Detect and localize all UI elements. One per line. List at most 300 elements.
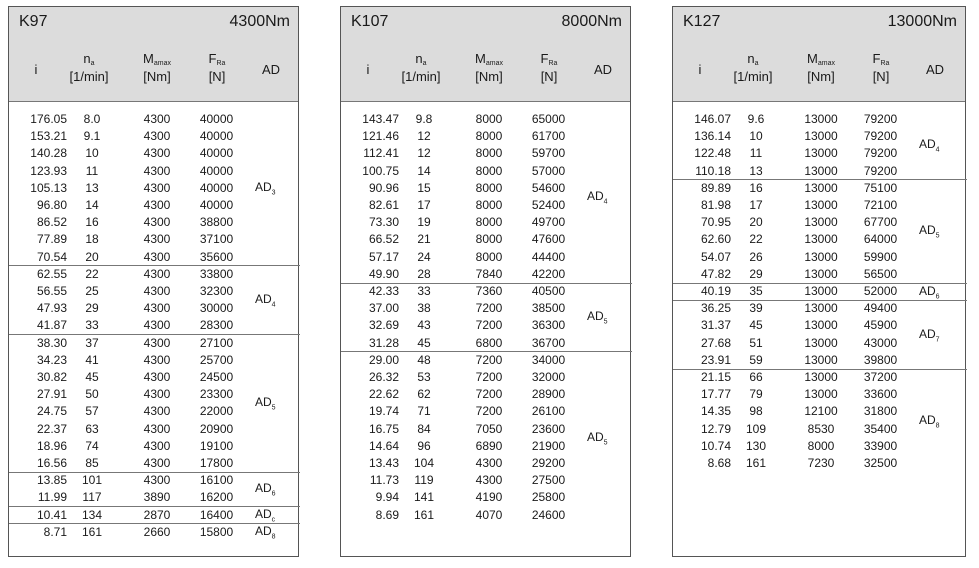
output-speed: 11 (749, 146, 763, 161)
adapter-label-base: AD (255, 292, 272, 307)
radial-force: 26100 (531, 404, 566, 419)
max-torque: 8000 (475, 215, 503, 230)
radial-force: 79200 (863, 163, 898, 178)
max-torque: 7200 (475, 301, 503, 316)
table-row (9, 231, 300, 248)
gear-ratio: 8.68 (707, 456, 731, 470)
header-speed-symbol-sub: a (422, 60, 427, 67)
radial-force: 16400 (199, 507, 234, 522)
output-speed: 45 (85, 370, 99, 384)
max-torque: 4300 (143, 318, 171, 333)
output-speed: 9.1 (83, 129, 101, 144)
max-torque: 7200 (475, 370, 503, 384)
max-torque: 7200 (475, 387, 503, 402)
adapter-label (919, 413, 940, 433)
max-torque: 4300 (143, 301, 171, 316)
max-torque: 4300 (143, 404, 171, 419)
max-torque: 13000 (804, 129, 838, 144)
max-torque: 7230 (807, 456, 835, 470)
table-row (341, 507, 632, 524)
output-speed: 18 (85, 232, 99, 247)
gear-ratio: 100.75 (362, 163, 399, 178)
output-speed: 53 (417, 370, 431, 384)
adapter-label-sub: 5 (603, 439, 608, 447)
adapter-label-base: AD (919, 137, 936, 152)
gear-ratio: 32.69 (368, 318, 399, 333)
table-row (673, 386, 967, 403)
header-torque-unit: [Nm] (143, 69, 171, 84)
gear-ratio: 11.99 (37, 490, 67, 505)
gear-ratio: 66.52 (368, 232, 399, 247)
gear-ratio: 73.30 (368, 215, 399, 230)
gear-ratio: 24.75 (36, 404, 67, 419)
header-speed-symbol-sub: a (90, 60, 95, 67)
max-torque: 4300 (475, 473, 503, 488)
max-torque: 7840 (475, 266, 503, 281)
adapter-label-sub: 8 (271, 533, 276, 541)
radial-force: 57000 (531, 163, 566, 178)
gear-ratio: 47.82 (700, 266, 731, 281)
gear-ratio: 14.64 (368, 438, 399, 453)
table-row (341, 335, 632, 352)
output-speed: 14 (417, 163, 431, 178)
max-torque: 3890 (143, 490, 171, 505)
header-force-symbol-base: F (208, 51, 217, 66)
gear-ratio: 38.30 (36, 335, 67, 350)
output-speed: 15 (417, 180, 431, 195)
header-ad-symbol (241, 62, 301, 77)
table-row (673, 249, 967, 266)
adapter-label-sub: 5 (271, 404, 276, 412)
radial-force: 28300 (199, 318, 234, 333)
table-row (9, 455, 300, 472)
output-speed: 104 (413, 456, 435, 470)
output-speed: 28 (417, 266, 431, 281)
radial-force: 23600 (531, 421, 566, 436)
header-ad-symbol (905, 62, 965, 77)
radial-force: 67700 (863, 215, 898, 230)
table-row (341, 145, 632, 162)
output-speed: 59 (749, 352, 763, 367)
gear-ratio: 22.37 (36, 421, 67, 436)
model-name: K107 (351, 13, 389, 30)
radial-force: 44400 (531, 249, 566, 264)
radial-force: 52400 (531, 198, 566, 212)
max-torque: 8000 (807, 438, 835, 453)
radial-force: 59700 (531, 146, 566, 161)
rated-torque: 4300Nm (229, 13, 290, 30)
header-torque-symbol (127, 51, 187, 69)
radial-force: 32300 (199, 284, 234, 298)
output-speed: 20 (85, 249, 99, 264)
gear-ratio: 13.43 (368, 456, 399, 470)
output-speed: 51 (749, 335, 763, 350)
max-torque: 13000 (804, 284, 838, 298)
output-speed: 19 (417, 215, 431, 230)
output-speed: 21 (417, 232, 431, 247)
header-ad-symbol-base: AD (261, 62, 281, 77)
header-ad-symbol (573, 62, 633, 77)
adapter-label (919, 137, 940, 157)
radial-force: 19100 (199, 438, 234, 453)
radial-force: 16100 (199, 473, 234, 488)
header-ad (573, 62, 633, 77)
radial-force: 43000 (863, 335, 898, 350)
output-speed: 57 (85, 404, 99, 419)
adapter-label-base: AD (255, 507, 272, 522)
output-speed: 48 (417, 352, 431, 367)
output-speed: 29 (85, 301, 99, 316)
output-speed: 11 (85, 163, 99, 178)
header-force (519, 51, 579, 84)
table-row (9, 266, 300, 283)
table-row (9, 335, 300, 352)
max-torque: 6890 (475, 438, 503, 453)
radial-force: 32000 (531, 370, 566, 384)
max-torque: 13000 (804, 180, 838, 195)
radial-force: 33900 (863, 438, 898, 453)
panel-title-bar (9, 7, 298, 37)
output-speed: 98 (749, 404, 763, 419)
gear-ratio: 21.15 (700, 370, 731, 384)
output-speed: 50 (85, 387, 99, 402)
model-name: K97 (19, 13, 48, 30)
output-speed: 79 (749, 387, 763, 402)
table-row (341, 369, 632, 386)
column-header (673, 37, 965, 102)
column-header (341, 37, 630, 102)
output-speed: 117 (82, 490, 102, 505)
header-torque (791, 51, 851, 84)
gear-ratio: 34.23 (36, 352, 67, 367)
gear-ratio: 18.96 (36, 438, 67, 453)
gear-ratio: 37.00 (368, 301, 399, 316)
header-i (670, 62, 730, 77)
gear-ratio: 81.98 (700, 198, 731, 212)
max-torque: 8530 (807, 421, 835, 436)
max-torque: 8000 (475, 232, 503, 247)
radial-force: 23300 (199, 387, 234, 402)
radial-force: 24600 (531, 507, 566, 522)
output-speed: 161 (745, 456, 767, 470)
header-speed (59, 51, 119, 84)
table-row (341, 231, 632, 248)
max-torque: 8000 (475, 129, 503, 144)
table-row (9, 111, 300, 128)
output-speed: 141 (413, 490, 435, 505)
header-i (338, 62, 398, 77)
header-torque-symbol-sub: amax (485, 60, 503, 67)
radial-force: 29200 (531, 456, 566, 470)
table-row (9, 317, 300, 334)
gear-ratio: 123.93 (30, 163, 67, 178)
radial-force: 38800 (199, 215, 234, 230)
radial-force: 72100 (863, 198, 898, 212)
output-speed: 45 (417, 335, 431, 350)
max-torque: 7200 (475, 352, 503, 367)
max-torque: 4300 (143, 112, 171, 126)
max-torque: 4300 (143, 352, 171, 367)
output-speed: 12 (417, 146, 431, 161)
table-row (673, 180, 967, 197)
adapter-label-sub: 5 (935, 232, 940, 240)
gear-ratio: 110.18 (695, 163, 731, 178)
adapter-label-base: AD (587, 309, 604, 324)
header-torque-symbol-base: M (143, 51, 154, 66)
header-force-symbol-base: F (872, 51, 881, 66)
output-speed: 134 (81, 507, 103, 522)
table-row (341, 214, 632, 231)
header-i-symbol (338, 62, 398, 77)
gear-ratio: 90.96 (368, 180, 399, 195)
output-speed: 9.6 (747, 112, 765, 126)
radial-force: 36700 (531, 335, 566, 350)
header-torque-unit: [Nm] (475, 69, 503, 84)
max-torque: 13000 (804, 163, 838, 178)
gear-ratio: 31.37 (700, 318, 731, 333)
gear-ratio: 36.25 (700, 301, 731, 316)
header-speed-symbol (59, 51, 119, 69)
gear-ratio: 41.87 (36, 318, 67, 333)
radial-force: 64000 (863, 232, 898, 247)
header-force-symbol-sub: Ra (880, 60, 890, 67)
output-speed: 12 (417, 129, 431, 144)
max-torque: 2660 (143, 524, 171, 539)
output-speed: 33 (85, 318, 99, 333)
gear-ratio: 27.68 (700, 335, 731, 350)
gear-ratio: 56.55 (36, 284, 67, 298)
table-row (341, 128, 632, 145)
max-torque: 7200 (475, 404, 503, 419)
header-force-symbol (519, 51, 579, 69)
gear-ratio: 62.60 (700, 232, 731, 247)
radial-force: 61700 (531, 129, 566, 144)
column-header (9, 37, 298, 102)
header-ad-symbol-base: AD (925, 62, 945, 77)
header-force (187, 51, 247, 84)
output-speed: 10 (85, 146, 99, 161)
header-force-symbol-sub: Ra (548, 60, 558, 67)
radial-force: 36300 (531, 318, 566, 333)
header-speed-unit: [1/min] (69, 69, 109, 84)
header-force-unit: [N] (208, 69, 226, 84)
max-torque: 4300 (143, 473, 171, 488)
adapter-label-sub: 4 (935, 146, 940, 154)
gear-ratio: 136.14 (694, 129, 731, 144)
radial-force: 37200 (863, 370, 898, 384)
output-speed: 10 (749, 129, 763, 144)
adapter-label-sub: 5 (603, 318, 608, 326)
radial-force: 39800 (863, 352, 898, 367)
max-torque: 8000 (475, 249, 503, 264)
max-torque: 4300 (143, 232, 171, 247)
radial-force: 49700 (531, 215, 566, 230)
max-torque: 13000 (804, 352, 838, 367)
table-row (673, 369, 967, 386)
gear-ratio: 62.55 (36, 266, 67, 281)
radial-force: 17800 (199, 456, 234, 470)
model-name: K127 (683, 13, 721, 30)
output-speed: 119 (414, 473, 434, 488)
radial-force: 79200 (863, 129, 898, 144)
gear-ratio: 86.52 (36, 215, 67, 230)
header-speed-unit: [1/min] (401, 69, 441, 84)
max-torque: 4070 (475, 507, 503, 522)
adapter-label-base: AD (255, 395, 272, 410)
adapter-label-base: AD (255, 180, 272, 195)
header-ad (905, 62, 965, 77)
max-torque: 13000 (804, 146, 838, 161)
table-row (9, 352, 300, 369)
max-torque: 6800 (475, 335, 503, 350)
radial-force: 16200 (199, 490, 234, 505)
table-row (9, 145, 300, 162)
radial-force: 75100 (863, 180, 898, 195)
output-speed: 14 (85, 198, 99, 212)
table-row (9, 438, 300, 455)
radial-force: 35400 (863, 421, 898, 436)
output-speed: 109 (745, 421, 767, 436)
max-torque: 13000 (804, 112, 838, 126)
table-row (341, 455, 632, 472)
radial-force: 32500 (863, 456, 898, 470)
adapter-label-sub: 6 (271, 490, 276, 498)
radial-force: 52000 (863, 284, 898, 298)
output-speed: 63 (85, 421, 99, 436)
max-torque: 7360 (475, 284, 503, 298)
adapter-label-sub: 8 (935, 421, 940, 429)
gear-ratio: 42.33 (368, 284, 399, 298)
gear-ratio: 40.19 (700, 284, 731, 298)
table-k107 (340, 6, 631, 557)
adapter-label-base: AD (919, 283, 936, 298)
adapter-label-base: AD (587, 429, 604, 444)
output-speed: 26 (749, 249, 763, 264)
gear-ratio: 47.93 (36, 301, 67, 316)
max-torque: 4300 (143, 129, 171, 144)
output-speed: 62 (417, 387, 431, 402)
header-ad-symbol-base: AD (593, 62, 613, 77)
header-force-symbol (187, 51, 247, 69)
header-torque-symbol-base: M (475, 51, 486, 66)
header-i-symbol-base: i (698, 62, 702, 77)
adapter-label-base: AD (587, 189, 604, 203)
header-torque-symbol-sub: amax (153, 60, 171, 67)
radial-force: 28900 (531, 387, 566, 402)
output-speed: 22 (749, 232, 763, 247)
radial-force: 35600 (199, 249, 234, 264)
table-row (9, 163, 300, 180)
radial-force: 40000 (199, 146, 234, 161)
header-speed-unit: [1/min] (733, 69, 773, 84)
output-speed: 38 (417, 301, 431, 316)
adapter-label-sub: 4 (603, 198, 608, 206)
radial-force: 25700 (199, 352, 234, 367)
gear-ratio: 153.21 (30, 129, 67, 144)
radial-force: 33800 (199, 266, 234, 281)
header-speed (723, 51, 783, 84)
header-ad (241, 62, 301, 77)
max-torque: 8000 (475, 146, 503, 161)
table-row (9, 128, 300, 145)
gear-ratio: 96.80 (36, 198, 67, 212)
output-speed: 8.0 (83, 112, 101, 126)
radial-force: 47600 (531, 232, 566, 247)
output-speed: 16 (749, 180, 763, 195)
radial-force: 56500 (863, 266, 898, 281)
header-force-unit: [N] (872, 69, 890, 84)
gear-ratio: 49.90 (368, 266, 399, 281)
gear-ratio: 121.46 (362, 129, 399, 144)
radial-force: 79200 (863, 112, 898, 126)
radial-force: 54600 (531, 180, 566, 195)
gear-ratio: 9.94 (375, 490, 399, 505)
header-speed-symbol (723, 51, 783, 69)
radial-force: 40000 (199, 163, 234, 178)
output-speed: 33 (417, 284, 431, 298)
output-speed: 29 (749, 266, 763, 281)
gear-ratio: 122.48 (694, 146, 731, 161)
gear-ratio: 13.85 (36, 473, 67, 488)
gear-ratio: 26.32 (368, 370, 399, 384)
max-torque: 13000 (804, 370, 838, 384)
header-i-symbol-base: i (366, 62, 370, 77)
radial-force: 40000 (199, 180, 234, 195)
radial-force: 27500 (531, 473, 566, 488)
max-torque: 13000 (804, 232, 838, 247)
adapter-label-base: AD (919, 326, 936, 341)
table-row (673, 352, 967, 369)
max-torque: 8000 (475, 163, 503, 178)
gear-ratio: 8.69 (375, 507, 399, 522)
output-speed: 101 (81, 473, 103, 488)
gear-ratio: 29.00 (368, 352, 399, 367)
adapter-label-sub: 4 (271, 301, 276, 309)
gear-ratio: 10.74 (700, 438, 731, 453)
table-row (341, 283, 632, 300)
max-torque: 13000 (804, 266, 838, 281)
header-speed (391, 51, 451, 84)
gear-ratio: 31.28 (368, 335, 399, 350)
gear-ratio: 77.89 (36, 232, 67, 247)
table-k97 (8, 6, 299, 557)
max-torque: 8000 (475, 198, 503, 212)
output-speed: 16 (85, 215, 99, 230)
header-speed-symbol (391, 51, 451, 69)
rated-torque: 13000Nm (887, 13, 957, 30)
max-torque: 4300 (143, 180, 171, 195)
gear-ratio: 54.07 (700, 249, 731, 264)
max-torque: 4300 (143, 284, 171, 298)
gear-ratio: 143.47 (362, 112, 399, 126)
adapter-label-base: AD (919, 412, 936, 427)
output-speed: 25 (85, 284, 99, 298)
adapter-label (919, 223, 940, 243)
gear-ratio: 112.41 (363, 146, 399, 161)
output-speed: 43 (417, 318, 431, 333)
adapter-label (587, 309, 608, 329)
table-row (673, 455, 967, 472)
gear-ratio: 105.13 (30, 180, 67, 195)
radial-force: 40000 (199, 112, 234, 126)
max-torque: 13000 (804, 249, 838, 264)
gear-ratio: 16.56 (36, 456, 67, 470)
radial-force: 40000 (199, 198, 234, 212)
radial-force: 27100 (199, 335, 234, 350)
output-speed: 130 (745, 438, 767, 453)
gear-ratio: 11.73 (369, 473, 399, 488)
gear-ratio: 82.61 (368, 198, 399, 212)
